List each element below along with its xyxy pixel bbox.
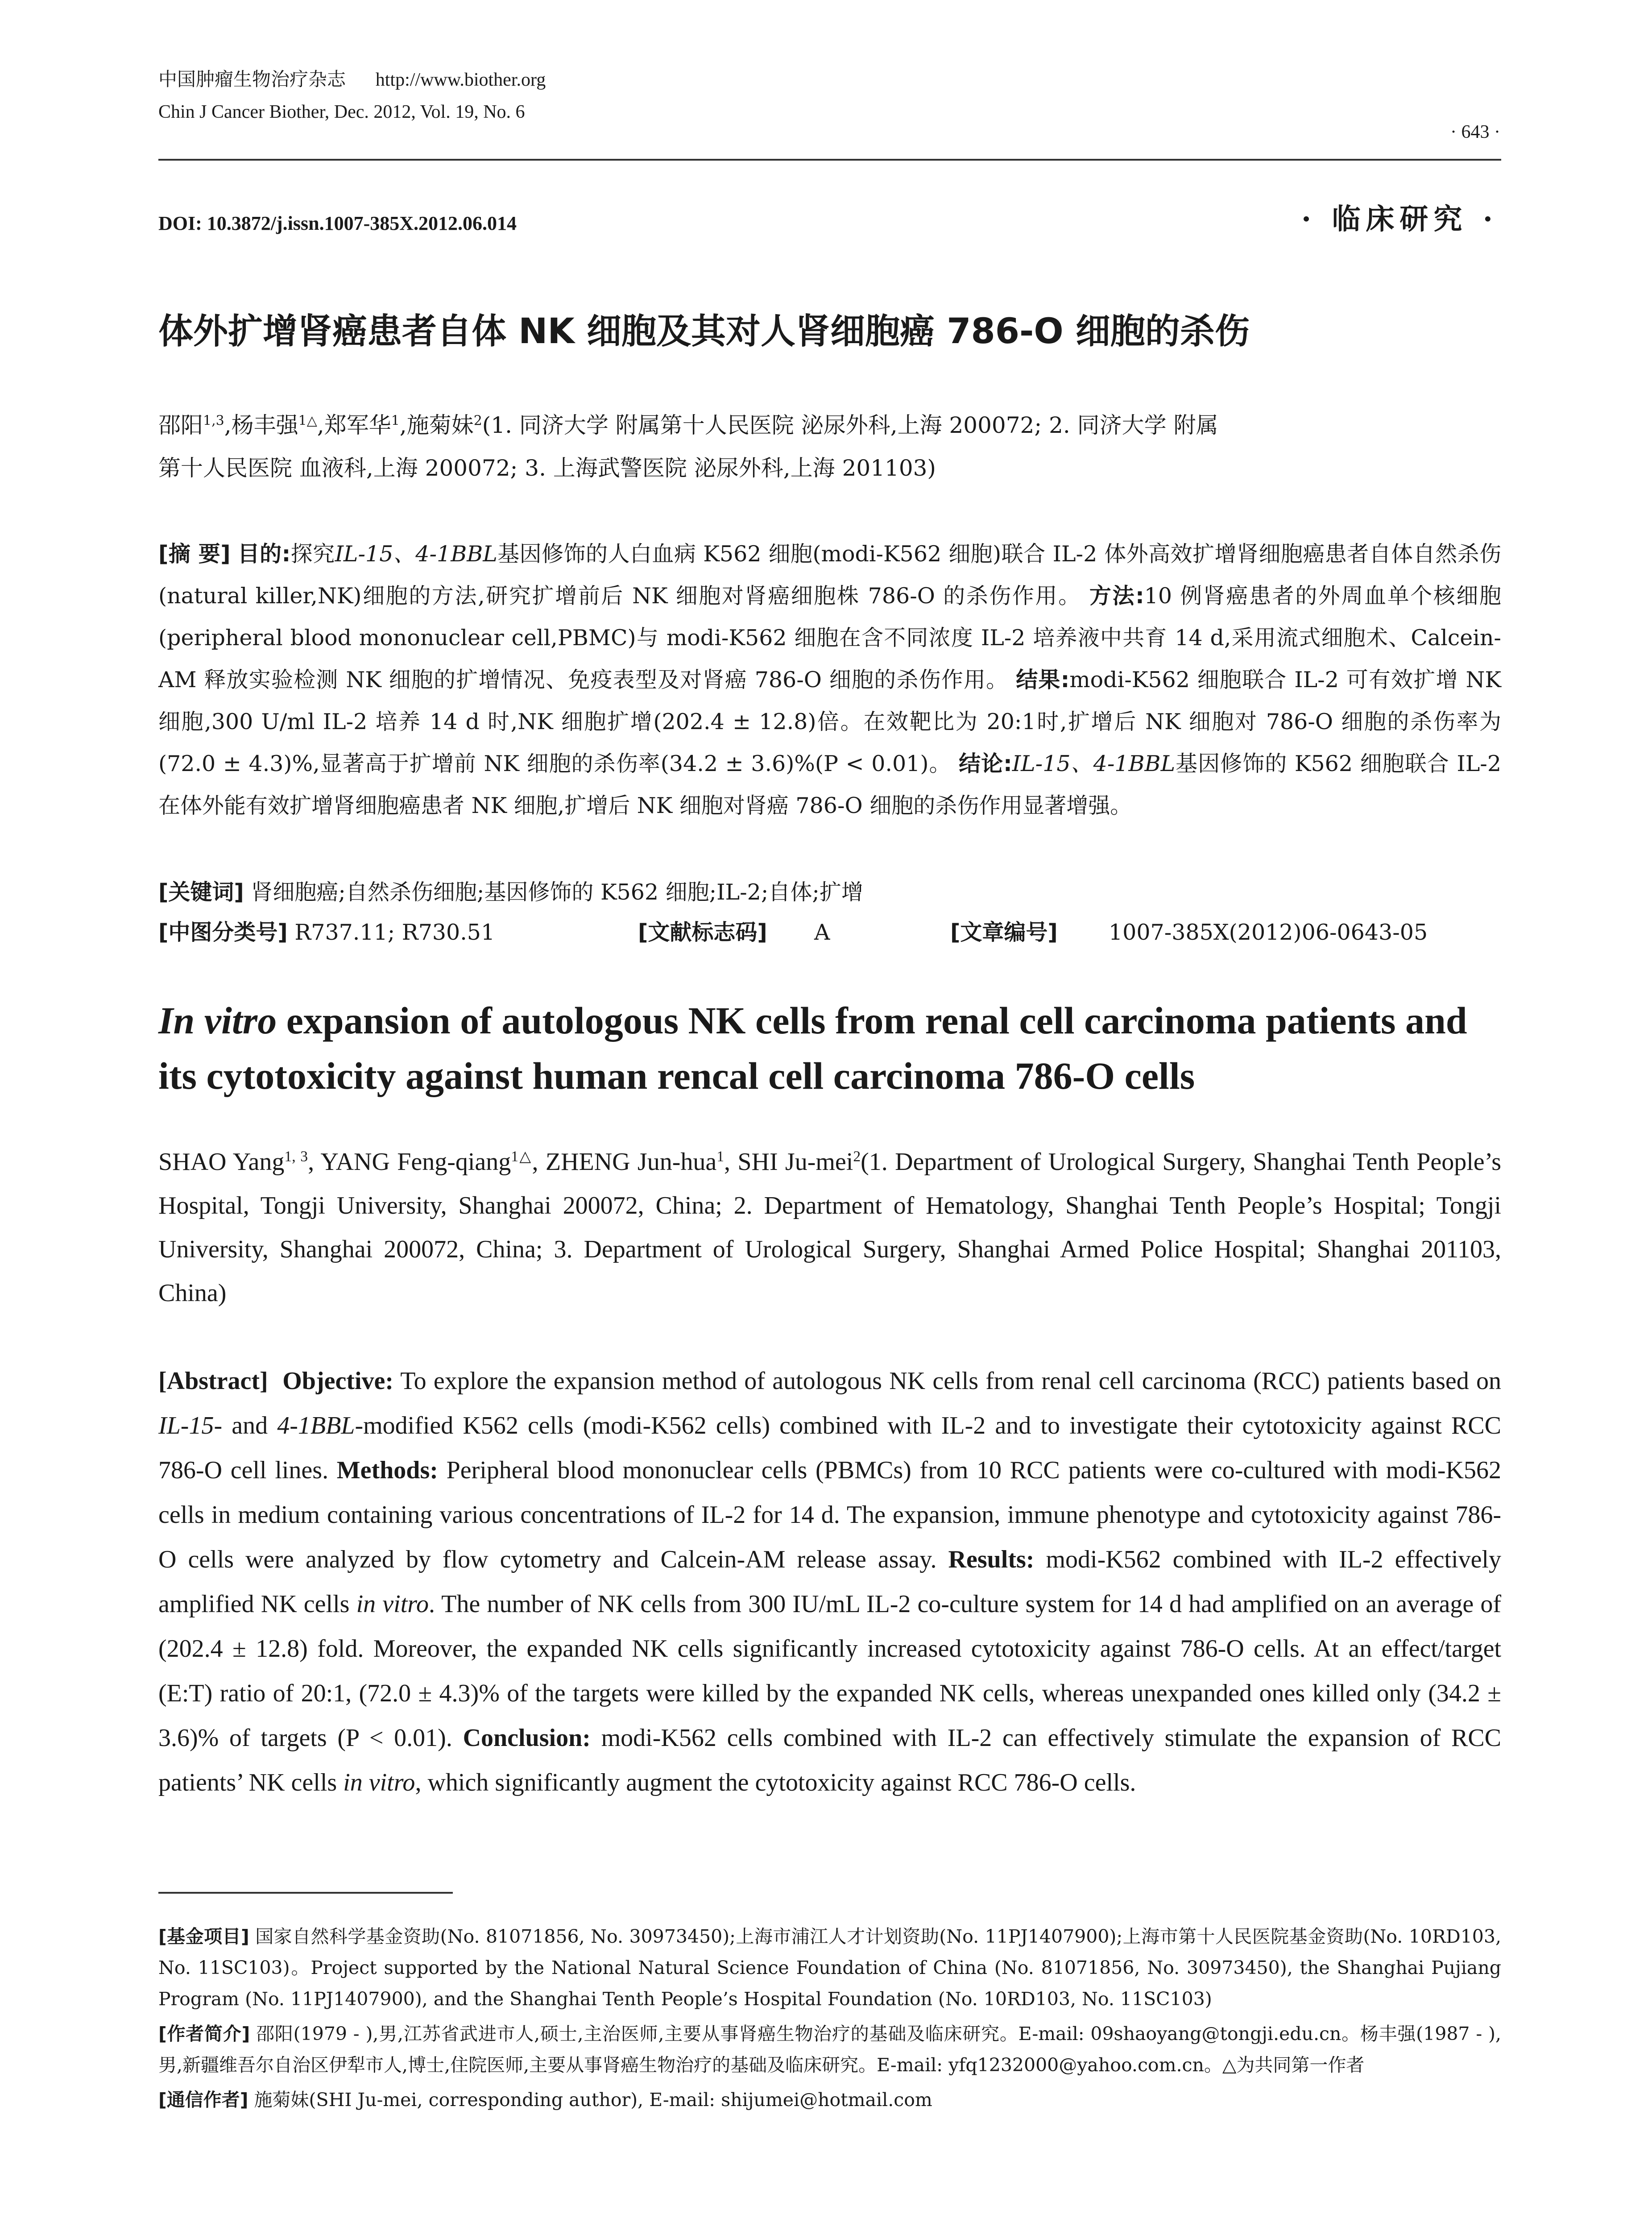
results-cn-label: 结果:	[1016, 667, 1070, 693]
title-en	[158, 993, 1501, 1103]
running-header	[158, 67, 546, 124]
footnote-funding	[158, 1921, 1501, 2015]
objective-en-b: and	[222, 1412, 277, 1439]
results-en-b: . The number of NK cells from 300 IU/mL IL-2 co-culture system for 14 d had amplified on an average of (202.4 ± 12.8) fold. Moreover, the expanded NK cells significantly increased cytotoxicity against 786-O cells. At an effect/target (E:T) ratio of 20:1, (72.0 ± 4.3)% of the targets were killed by the expanded NK cells, whereas unexpanded ones killed only (34.2 ± 3.6)% of targets (P < 0.01).	[158, 1590, 1501, 1752]
author-en: YANG Feng-qiang	[320, 1148, 511, 1176]
authors-cn	[158, 404, 1501, 489]
corresponding-label: [通信作者]	[158, 2089, 248, 2111]
author-cn: 邵阳	[158, 412, 203, 438]
doc-code-label: [文献标志码]	[638, 920, 767, 945]
objective-en-label: Objective:	[282, 1367, 394, 1395]
doi: DOI: 10.3872/j.issn.1007-385X.2012.06.014	[158, 212, 517, 234]
title-en-line1-rest: expansion of autologous NK cells from renal cell carcinoma patients and	[277, 999, 1467, 1042]
author-cn: 施菊妹	[406, 412, 474, 438]
conclusion-en-italic: in vitro	[343, 1769, 415, 1796]
objective-en-gene2: 4-1BBL	[277, 1412, 355, 1439]
author-en: SHAO Yang	[158, 1148, 285, 1176]
article-number-label: [文章编号]	[950, 920, 1058, 945]
author-sup: 1△	[511, 1148, 532, 1165]
methods-cn-label: 方法:	[1089, 583, 1144, 609]
author-sup: 2	[853, 1148, 861, 1165]
author-bio-label: [作者简介]	[158, 2023, 250, 2044]
journal-name-cn: 中国肿瘤生物治疗杂志	[158, 68, 346, 90]
author-sup: 1, 3	[284, 1148, 308, 1165]
objective-cn-b: 基因修饰的人白血病 K562 细胞(modi-K562 细胞)联合 IL-2 体外高效扩增肾细胞癌患者自体自然杀伤(natural killer,NK)细胞的方法,研究扩增前后 NK 细胞对肾癌细胞株 786-O 的杀伤作用。	[158, 541, 1501, 609]
author-cn: 杨丰强	[231, 412, 298, 438]
author-sup: 1,3	[203, 413, 224, 429]
conclusion-en-label: Conclusion:	[463, 1724, 591, 1752]
abstract-cn	[158, 533, 1501, 827]
results-en-a: modi-K562 combined with IL-2 effectively amplified NK cells	[158, 1546, 1501, 1618]
results-en-label: Results:	[948, 1546, 1035, 1573]
conclusion-en-a: modi-K562 cells combined with IL-2 can effectively stimulate the expansion of RCC patients’ NK cells	[158, 1724, 1502, 1796]
journal-url: http://www.biother.org	[375, 70, 546, 90]
classification-line	[158, 912, 1501, 953]
article-number-value: 1007-385X(2012)06-0643-05	[1109, 920, 1428, 945]
abstract-en-label: [Abstract]	[158, 1367, 268, 1395]
header-rule	[158, 159, 1501, 161]
authors-cn-line1: 邵阳$^{1,3}$,杨丰强$^{1\triangle}$,郑军华$^1$,施菊妹$^2$(1. 同济大学 附属第十人民医院 泌尿外科,上海 200072; 2. 同济大学 附属	[158, 412, 1218, 438]
author-sup: 1	[716, 1148, 725, 1165]
abstract-en	[158, 1359, 1501, 1805]
clc-value: R737.11; R730.51	[294, 920, 495, 945]
footnote-rule	[158, 1892, 453, 1894]
title-en-line2: its cytotoxicity against human rencal cell carcinoma 786-O cells	[158, 1054, 1195, 1097]
methods-cn: 10 例肾癌患者的外周血单个核细胞(peripheral blood mononuclear cell,PBMC)与 modi-K562 细胞在含不同浓度 IL-2 培养液中共育 14 d,采用流式细胞术、Calcein-AM 释放实验检测 NK 细胞的扩增情况、免疫表型及对肾癌 786-O 细胞的杀伤作用。	[158, 583, 1501, 693]
footnotes	[158, 1921, 1501, 2115]
objective-en-a: To explore the expansion method of autologous NK cells from renal cell carcinoma (RCC) patients based on	[393, 1367, 1501, 1395]
corresponding-text: 施菊妹(SHI Ju-mei, corresponding author), E-mail: shijumei@hotmail.com	[254, 2089, 932, 2111]
objective-cn-genes: IL-15、4-1BBL	[335, 541, 497, 567]
affiliation-cn: (1. 同济大学 附属第十人民医院 泌尿外科,上海 200072; 2. 同济大学 附属	[482, 412, 1218, 438]
footnote-author	[158, 2018, 1501, 2081]
doc-code-value: A	[814, 920, 830, 945]
author-cn: 郑军华	[324, 412, 391, 438]
keywords	[158, 872, 1501, 912]
footnote-corresponding	[158, 2084, 1501, 2115]
journal-line-cn	[158, 67, 546, 92]
authors-en: SHAO Yang$^{1, 3}$, YANG Feng-qiang$^{1\triangle}$, ZHENG Jun-hua$^1$, SHI Ju-mei$^2$(1. Department of Urological Surgery, Shanghai Tenth People’s Hospital, Tongji University, Shanghai 200072, China; 2. Department of Hematology, Shanghai Tenth People’s Hospital; Tongji University, Shanghai 200072, China; 3. Department of Urological Surgery, Shanghai Armed Police Hospital; Shanghai 201103, China)	[158, 1148, 1501, 1307]
conclusion-cn: 基因修饰的 K562 细胞联合 IL-2 在体外能有效扩增肾细胞癌患者 NK 细胞,扩增后 NK 细胞对肾癌 786-O 细胞的杀伤作用显著增强。	[158, 751, 1501, 818]
title-cn: 体外扩增肾癌患者自体 NK 细胞及其对人肾细胞癌 786-O 细胞的杀伤	[158, 311, 1250, 352]
methods-en-label: Methods:	[336, 1456, 438, 1484]
funding-text: 国家自然科学基金资助(No. 81071856, No. 30973450);上海市浦江人才计划资助(No. 11PJ1407900);上海市第十人民医院基金资助(No. 10RD103, No. 11SC103)。Project supported by the National Natural Science Foundation of China (No. 81071856, No. 30973450), the Shanghai Pujiang Program (No. 11PJ1407900), and the Shanghai Tenth People’s Hospital Foundation (No. 10RD103, No. 11SC103)	[158, 1926, 1501, 2010]
page-number: · 643 ·	[1450, 122, 1500, 142]
affiliation-cn-line2: 第十人民医院 血液科,上海 200072; 3. 上海武警医院 泌尿外科,上海 201103)	[158, 455, 936, 481]
objective-cn-label: 目的:	[237, 541, 291, 567]
title-en-italic: In vitro	[158, 999, 277, 1042]
abstract-cn-label: [摘 要]	[158, 541, 231, 567]
keywords-label: [关键词]	[158, 879, 244, 905]
funding-label: [基金项目]	[158, 1926, 249, 1947]
clc-label: [中图分类号]	[158, 920, 288, 945]
results-cn: modi-K562 细胞联合 IL-2 可有效扩增 NK 细胞,300 U/ml IL-2 培养 14 d 时,NK 细胞扩增(202.4 ± 12.8)倍。在效靶比为 20:1时,扩增后 NK 细胞对 786-O 细胞的杀伤率为(72.0 ± 4.3)%,显著高于扩增前 NK 细胞的杀伤率(34.2 ± 3.6)%(P < 0.01)。	[158, 667, 1501, 776]
conclusion-cn-genes: IL-15、4-1BBL	[1012, 751, 1176, 776]
title-en-line1	[158, 993, 1501, 1048]
author-sup: 2	[473, 413, 482, 429]
affiliation-en: (1. Department of Urological Surgery, Shanghai Tenth People’s Hospital, Tongji University, Shanghai 200072, China; 2. Department of Hematology, Shanghai Tenth People’s Hospital; Tongji University, Shanghai 200072, China; 3. Department of Urological Surgery, Shanghai Armed Police Hospital; Shanghai 201103, China)	[158, 1148, 1501, 1307]
section-tag: · 临床研究 ·	[1301, 203, 1498, 236]
conclusion-en-b: , which significantly augment the cytotoxicity against RCC 786-O cells.	[415, 1769, 1136, 1796]
author-sup: 1	[391, 413, 400, 429]
author-en: ZHENG Jun-hua	[545, 1148, 717, 1176]
results-en-italic: in vitro	[356, 1590, 429, 1618]
objective-en-gene1: IL-15-	[158, 1412, 223, 1439]
keywords-text: 肾细胞癌;自然杀伤细胞;基因修饰的 K562 细胞;IL-2;自体;扩增	[251, 879, 863, 905]
objective-cn-a: 探究	[290, 541, 335, 567]
author-bio-text: 邵阳(1979 - ),男,江苏省武进市人,硕士,主治医师,主要从事肾癌生物治疗的基础及临床研究。E-mail: 09shaoyang@tongji.edu.cn。杨丰强(1987 - ),男,新疆维吾尔自治区伊犁市人,博士,住院医师,主要从事肾癌生物治疗的基础及临床研究。E-mail: yfq1232000@yahoo.com.cn。△为共同第一作者	[158, 2023, 1501, 2076]
author-en: SHI Ju-mei	[737, 1148, 853, 1176]
conclusion-cn-label: 结论:	[959, 751, 1012, 776]
journal-name-en: Chin J Cancer Biother, Dec. 2012, Vol. 19, No. 6	[158, 102, 525, 122]
author-sup: 1△	[298, 413, 317, 429]
objective-en-c: -modified K562 cells (modi-K562 cells) combined with IL-2 and to investigate their cytotoxicity against RCC 786-O cell lines.	[158, 1412, 1501, 1484]
methods-en: Peripheral blood mononuclear cells (PBMCs) from 10 RCC patients were co-cultured with modi-K562 cells in medium containing various concentrations of IL-2 for 14 d. The expansion, immune phenotype and cytotoxicity against 786-O cells were analyzed by flow cytometry and Calcein-AM release assay.	[158, 1456, 1501, 1573]
